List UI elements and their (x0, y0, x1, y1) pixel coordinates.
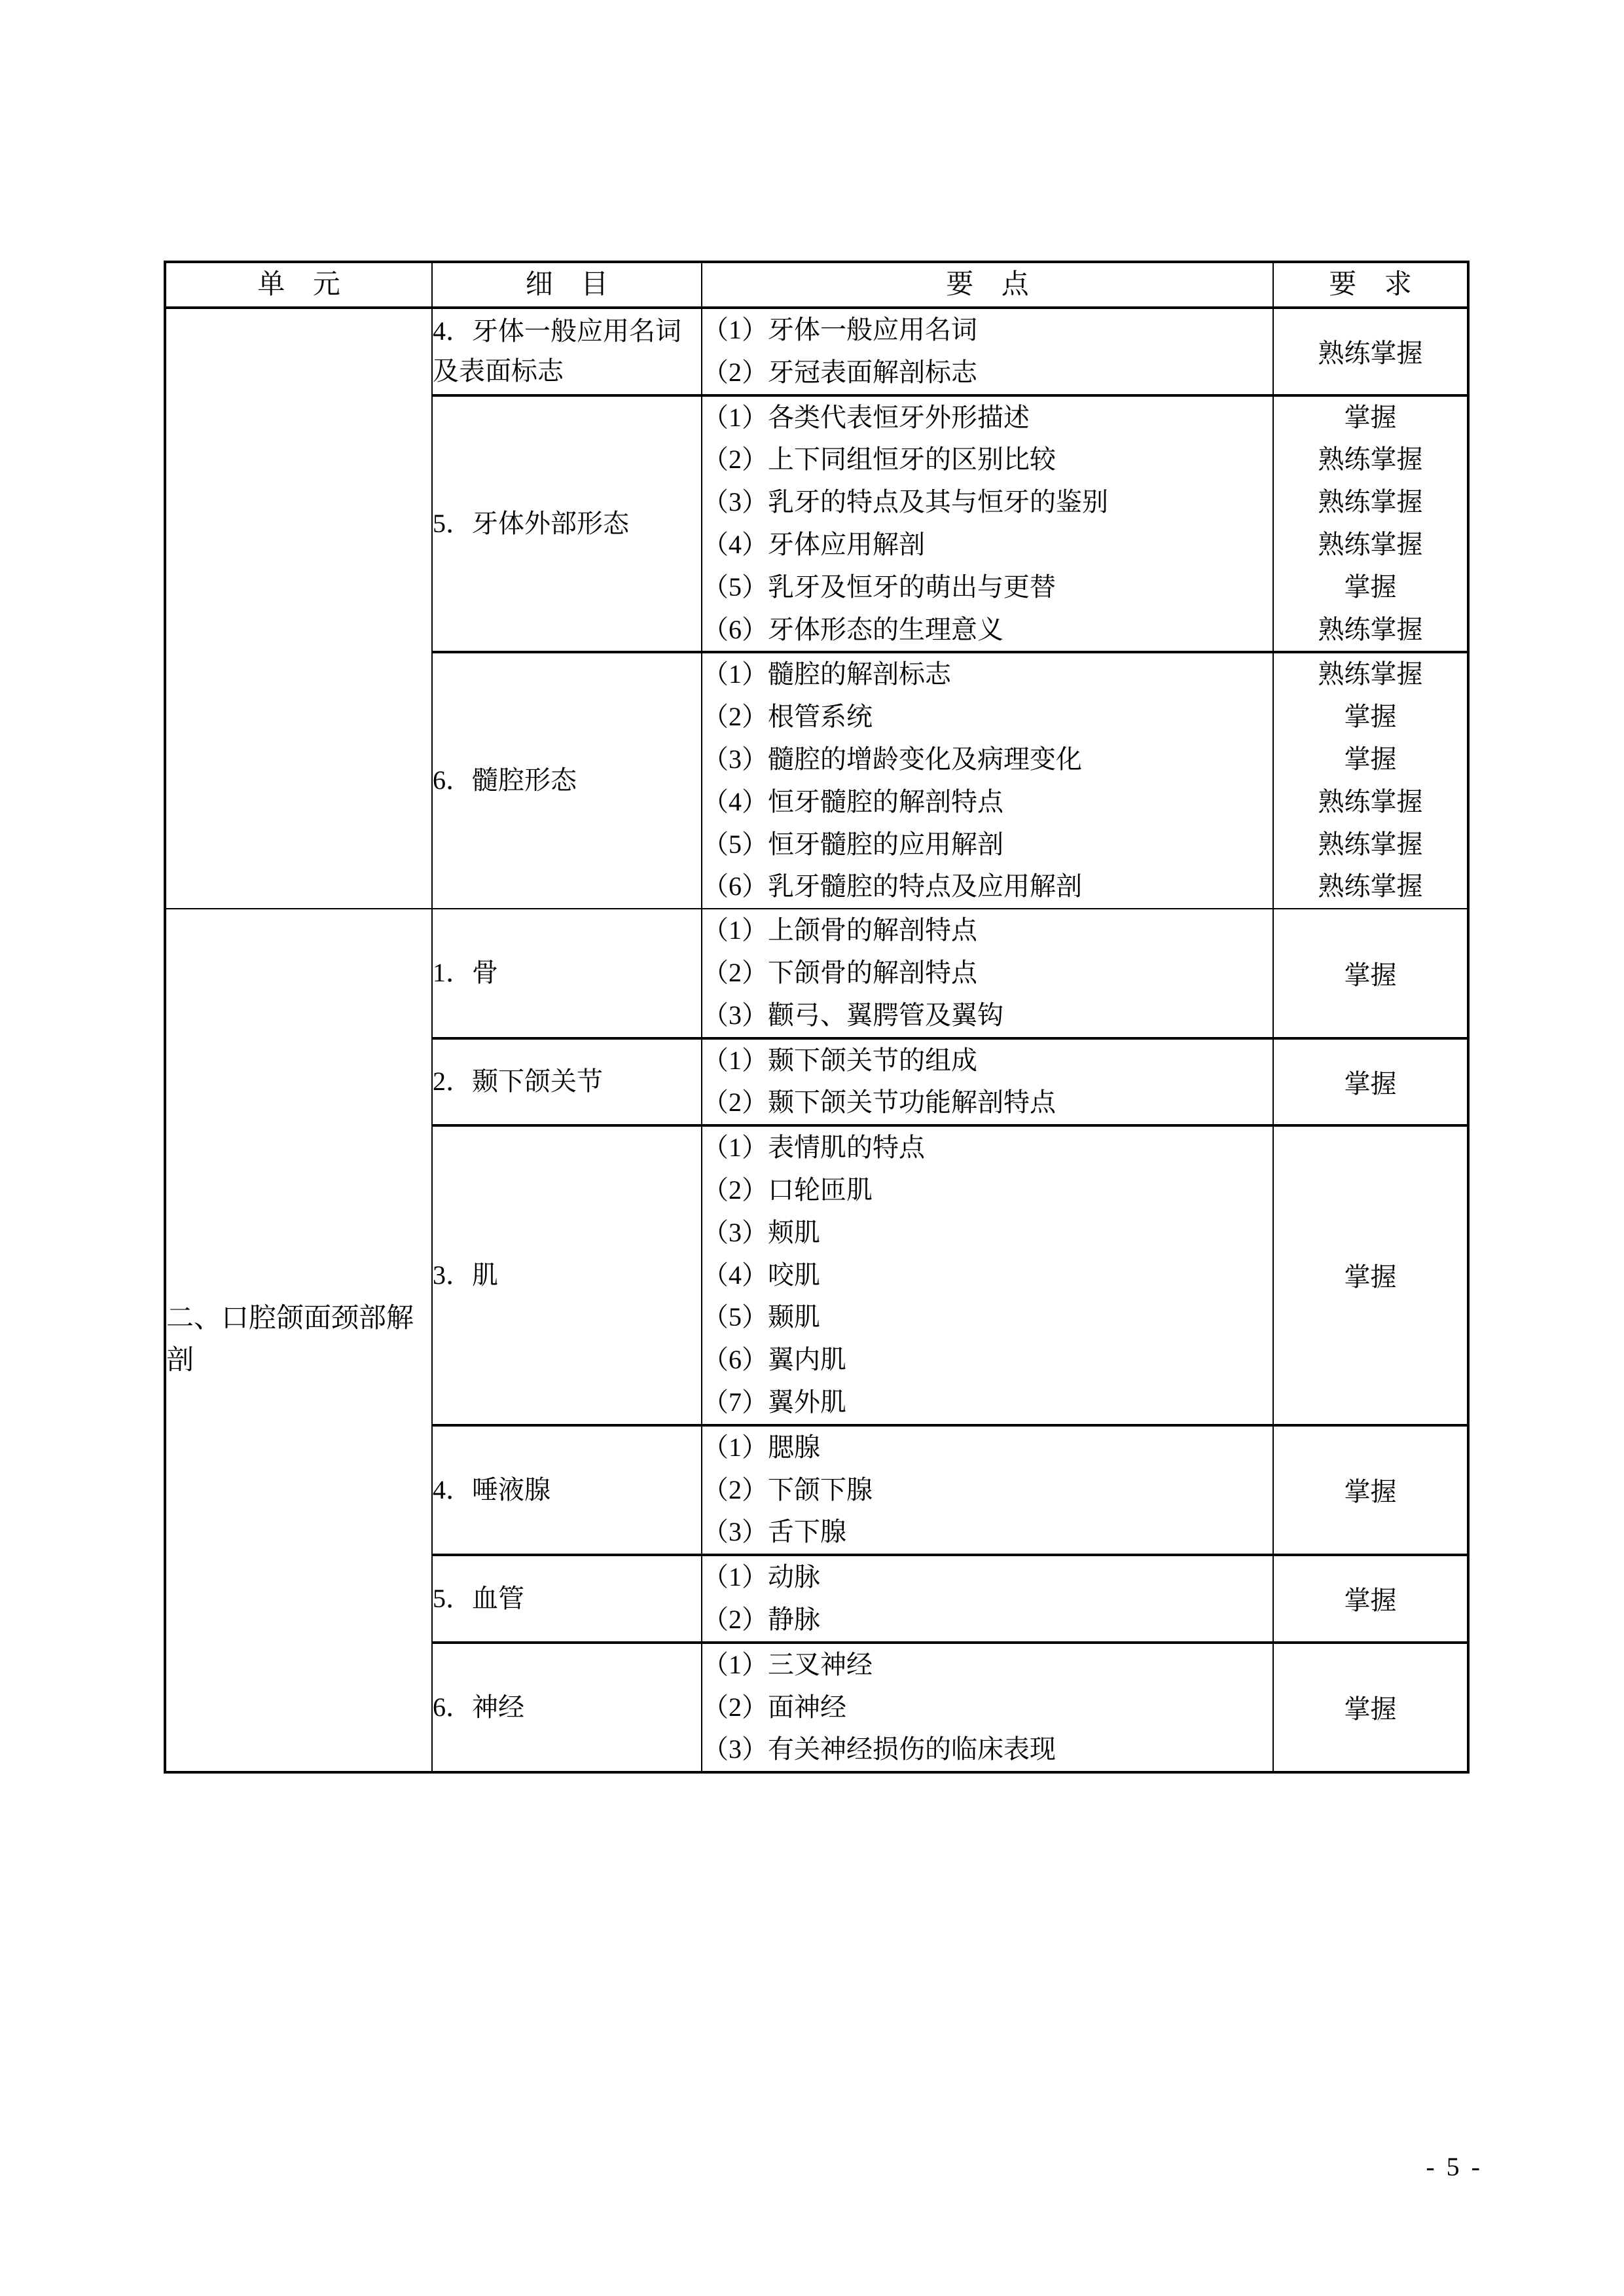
item-cell: 4．牙体一般应用名词及表面标志 (432, 308, 702, 395)
point-item: （2）上下同组恒牙的区别比较 (702, 445, 1056, 475)
points-list (702, 1040, 1272, 1125)
points-cell (702, 395, 1273, 653)
item-cell: 1．骨 (432, 909, 702, 1038)
points-list (702, 1427, 1272, 1554)
point-item: （7）翼外肌 (702, 1387, 846, 1417)
points-list (702, 653, 1272, 908)
requirement-item: 熟练掌握 (1318, 445, 1423, 475)
point-item: （1）腮腺 (702, 1432, 820, 1462)
point-item: （1）表情肌的特点 (702, 1133, 925, 1163)
points-cell (702, 1125, 1273, 1425)
requirement-item: 掌握 (1344, 702, 1397, 732)
point-item: （6）乳牙髓腔的特点及应用解剖 (702, 871, 1082, 902)
point-item: （3）有关神经损伤的临床表现 (702, 1734, 1056, 1764)
item-cell: 6．神经 (432, 1643, 702, 1772)
requirement-item: 熟练掌握 (1318, 659, 1423, 689)
requirement-item: 熟练掌握 (1318, 786, 1423, 816)
table-header-row (165, 262, 1468, 308)
point-item: （2）牙冠表面解剖标志 (702, 357, 977, 387)
requirement-item: 熟练掌握 (1318, 529, 1423, 559)
point-item: （4）牙体应用解剖 (702, 529, 925, 559)
requirement-item: 掌握 (1344, 572, 1397, 602)
requirement-cell: 掌握 (1273, 1425, 1468, 1555)
requirement-cell (1273, 652, 1468, 909)
unit-cell (165, 909, 432, 1772)
item-cell: 2．颞下颌关节 (432, 1038, 702, 1126)
point-item: （1）三叉神经 (702, 1649, 873, 1679)
point-item: （2）下颌骨的解剖特点 (702, 957, 977, 987)
requirement-item: 熟练掌握 (1318, 829, 1423, 859)
points-list (702, 1127, 1272, 1424)
points-cell (702, 1643, 1273, 1772)
points-list (702, 1556, 1272, 1641)
requirement-item: 熟练掌握 (1318, 614, 1423, 644)
points-cell (702, 1038, 1273, 1126)
requirement-cell: 掌握 (1273, 1643, 1468, 1772)
item-cell: 6．髓腔形态 (432, 652, 702, 909)
requirement-item: 掌握 (1344, 402, 1397, 432)
requirement-cell: 掌握 (1273, 1555, 1468, 1643)
table-body (165, 308, 1468, 1772)
requirement-list (1274, 653, 1467, 908)
unit-label: 二、口腔颌面颈部解剖 (166, 1303, 414, 1376)
point-item: （5）乳牙及恒牙的萌出与更替 (702, 572, 1056, 602)
unit-cell (165, 308, 432, 909)
column-header-requirement: 要 求 (1273, 262, 1468, 308)
point-item: （2）静脉 (702, 1604, 820, 1634)
item-cell: 4．唾液腺 (432, 1425, 702, 1555)
item-cell: 5．牙体外部形态 (432, 395, 702, 653)
points-list (702, 309, 1272, 394)
points-cell (702, 909, 1273, 1038)
points-list (702, 1644, 1272, 1771)
points-cell (702, 308, 1273, 395)
table-header (165, 262, 1468, 308)
requirement-cell: 掌握 (1273, 1125, 1468, 1425)
point-item: （1）动脉 (702, 1562, 820, 1592)
points-cell (702, 1425, 1273, 1555)
requirement-list (1274, 397, 1467, 651)
point-item: （4）恒牙髓腔的解剖特点 (702, 786, 1003, 816)
point-item: （3）乳牙的特点及其与恒牙的鉴别 (702, 487, 1108, 517)
requirement-item: 掌握 (1344, 744, 1397, 774)
table-row (165, 308, 1468, 395)
requirement-cell: 熟练掌握 (1273, 308, 1468, 395)
column-header-item: 细 目 (432, 262, 702, 308)
point-item: （2）面神经 (702, 1692, 846, 1722)
point-item: （2）根管系统 (702, 702, 873, 732)
point-item: （1）各类代表恒牙外形描述 (702, 402, 1030, 432)
table-row (165, 909, 1468, 1038)
point-item: （3）颧弓、翼腭管及翼钩 (702, 1000, 1003, 1030)
point-item: （6）翼内肌 (702, 1345, 846, 1375)
points-list (702, 909, 1272, 1036)
points-cell (702, 652, 1273, 909)
point-item: （1）牙体一般应用名词 (702, 315, 977, 344)
page-number: - 5 - (1426, 2152, 1483, 2181)
point-item: （3）颊肌 (702, 1217, 820, 1247)
point-item: （1）上颌骨的解剖特点 (702, 915, 977, 945)
point-item: （6）牙体形态的生理意义 (702, 614, 1003, 644)
point-item: （3）髓腔的增龄变化及病理变化 (702, 744, 1082, 774)
point-item: （2）下颌下腺 (702, 1474, 873, 1504)
point-item: （5）颞肌 (702, 1302, 820, 1332)
point-item: （2）颞下颌关节功能解剖特点 (702, 1087, 1056, 1118)
points-cell (702, 1555, 1273, 1643)
requirement-item: 熟练掌握 (1318, 871, 1423, 902)
syllabus-table (164, 261, 1470, 1774)
point-item: （1）颞下颌关节的组成 (702, 1045, 977, 1075)
point-item: （3）舌下腺 (702, 1517, 846, 1547)
requirement-item: 熟练掌握 (1318, 487, 1423, 517)
point-item: （1）髓腔的解剖标志 (702, 659, 951, 689)
point-item: （5）恒牙髓腔的应用解剖 (702, 829, 1003, 859)
points-list (702, 397, 1272, 651)
point-item: （4）咬肌 (702, 1260, 820, 1290)
item-cell: 3．肌 (432, 1125, 702, 1425)
requirement-cell: 掌握 (1273, 1038, 1468, 1126)
column-header-points: 要 点 (702, 262, 1273, 308)
requirement-cell (1273, 395, 1468, 653)
requirement-cell: 掌握 (1273, 909, 1468, 1038)
column-header-unit: 单 元 (165, 262, 432, 308)
item-cell: 5．血管 (432, 1555, 702, 1643)
point-item: （2）口轮匝肌 (702, 1175, 873, 1205)
